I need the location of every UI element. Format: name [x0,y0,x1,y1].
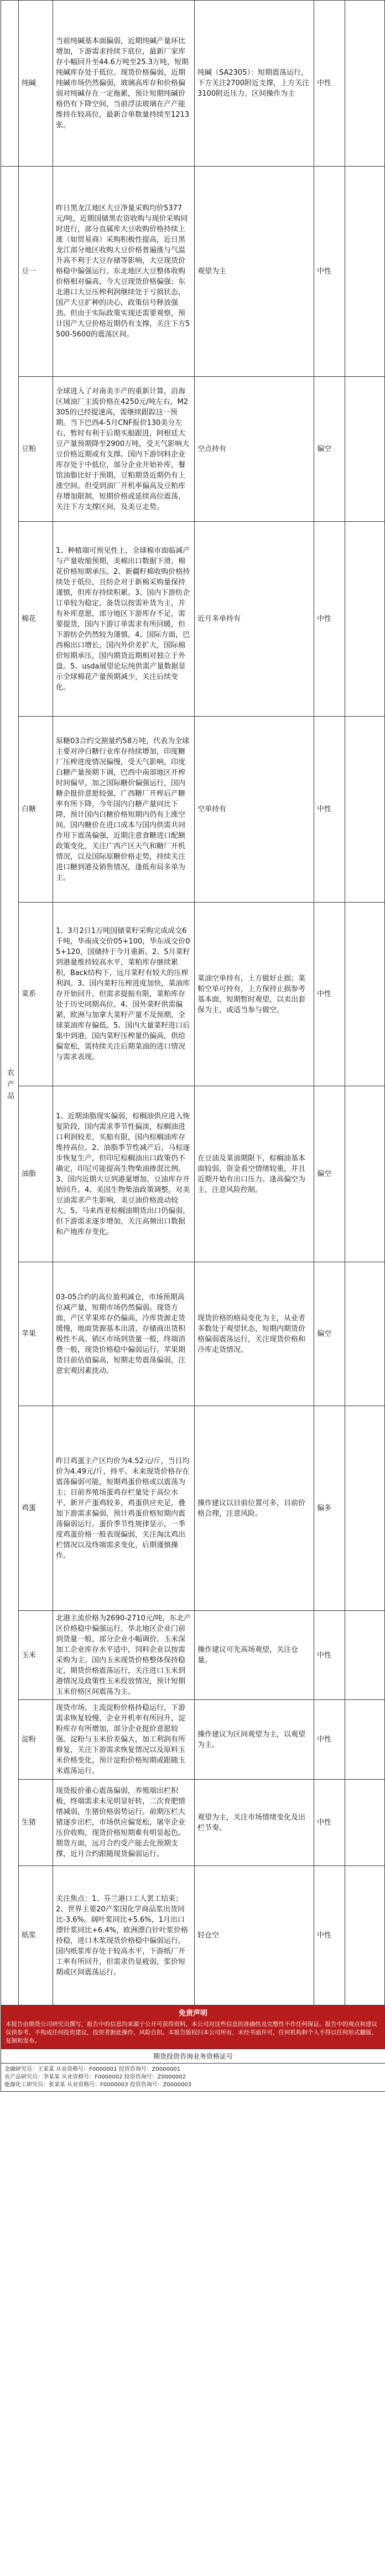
blank-cell [345,1,385,167]
view-label: 中性 [314,167,345,377]
footer [1,2005,385,2092]
table-row [1,903,385,1086]
blank-cell [345,1406,385,1611]
table-row [1,1780,385,1866]
strategy-text: 纯碱（SA2305）：短期震荡运行，下方关注2700附近支撑，上方关注3100附近压力。区间操作为主 [195,1,314,167]
commodity-name: 苹果 [19,1262,53,1406]
table-row [1,1866,385,2005]
view-label: 中性 [314,1866,345,2005]
blank-cell [345,1611,385,1700]
commodity-name: 玉米 [19,1611,53,1700]
analysis-text: 03-05合约的高位盈利减仓，市场预期高位减产量，短期市场仍然偏弱。现货方面，产区苹果库存仍偏高，冷库货源走货缓慢，地面货源基本出清，存储商出货积极性不高。销区市场到货量一般，终端消费一般，现货价格稳中偏弱运行。苹果期货目前估值偏高，短期走势震荡偏弱，注意宏观因素扰动。 [53,1262,195,1406]
analysis-text: 当前纯碱基本面偏弱，近期纯碱产量环比增加，下游需求持续下底位，最新厂家库存小幅回升至44.6万吨至25.3万吨，短期纯碱库存处于低位。现货价格偏弱，近期纯碱市场仍然偏弱，玻璃高库存和价格偏弱对纯碱存在一定拖累，预计短期纯碱价格仍有下降空间，当前浮法玻璃在产产能维持在较高位，最新合单数量持续至1213张。 [53,1,195,167]
view-label: 偏空 [314,1262,345,1406]
strategy-text: 操作建议以目前位置可多，目前价格合理，注意风险。 [195,1406,314,1611]
staff-line: 金融研究员：王某某 从业资格号：F0000001 投资咨询号：Z0000001 [4,2066,181,2072]
view-label: 中性 [314,903,345,1086]
analysis-text: 1、近期油脂现实偏弱，棕榈油供应进入恢复阶段，国内需求季节性偏淡，棕榈油进口利润较差，买船有限，国内棕榈油库存维持高位。2、油脂季节性减产后，马棕逐步恢复生产，但印尼棕榈油出口政策仍不确定，印尼可能提高生物柴油掺混比例。3、国内近期大豆到港量增加，豆油库存开始回升。4、美国生物柴油政策调整，对美豆油需求产生影响，美豆油价格波动较大。5、马来西亚棕榈油期货出口仍偏弱，但下游需求逐步增加，关注高频出口数据和产地库存变化。 [53,1086,195,1262]
table-row [1,167,385,377]
commodity-name: 纸浆 [19,1866,53,2005]
blank-cell [345,1700,385,1780]
strategy-text: 空点持有 [195,377,314,522]
strategy-text: 操作建议为区间观望为主，以观望为主。 [195,1700,314,1780]
blank-cell [345,717,385,903]
table-row [1,1611,385,1700]
blank-cell [345,903,385,1086]
disclaimer-title: 免责声明 [1,2005,385,2019]
table-row [1,522,385,717]
strategy-text: 观望为主，关注市场情绪变化及出栏节奏。 [195,1780,314,1866]
strategy-text: 轻仓空 [195,1866,314,2005]
strategy-text: 在豆油及菜油期限下，棕榈油基本面较弱，资金看空情绪较重，并且近期开始有出口压力。逢高偏空为主，注意风险控制。 [195,1086,314,1262]
view-label: 中性 [314,1780,345,1866]
view-label: 偏多 [314,1406,345,1611]
analysis-text: 原糖03合约交割量约58万吨，代表为全球主要对冲白糖行业库存持续增加，印度糖厂压榨进度情况偏慢，受天气影响，印度白糖产量预期下调，巴西中南部地区开榨时间偏早，加之国际糖价偏强运行，国内糖企挺价意愿较强，广西糖厂开榨后产糖率有所下降，今年国内白糖产量同比下降，预计国内白糖价格短期内仍有上涨空间。国内糖价在进口成本与国内供需共同作用下震荡偏强，近期注意食糖进口配额政策变化，关注广西产区天气和糖厂开机情况，以及国际原糖价格走势，持续关注进口糖到港及销售情况，逢低布局多单为主。 [53,717,195,903]
commodity-name: 棉花 [19,522,53,717]
staff-line: 农产品研究员：李某某 从业资格号：F0000002 投资咨询号：Z0000002 [4,2074,186,2080]
table-row [1,1262,385,1406]
view-label: 中性 [314,717,345,903]
blank-cell [345,1780,385,1866]
strategy-text: 现货价格的格局变化为主，从业者多数处于观望状态，短期内期货价格偏弱震荡运行，关注现货价格和冷库走货情况。 [195,1262,314,1406]
strategy-text: 近月多单持有 [195,522,314,717]
commodity-name: 生猪 [19,1780,53,1866]
qualification-title: 期货投资咨询业务资格证号 [1,2049,385,2063]
view-label: 中性 [314,1611,345,1700]
commodity-table-body [1,1,385,2005]
analysis-text: 昨日黑龙江地区大豆净量采购均价5377元/吨，近期国储黑农资收购与现价采购同时进行，部分直属库大豆收购价格持续上涨（如贸易商）采购积极性提高，近日黑龙江部分地区收购大豆价格普遍涨与气温升高不利于大豆存储等影响，大豆现货价格稳中偏强运行。东北地区大豆整体收购价格相对偏高，今大豆现货价格偏强；东北港口大豆压榨利润继续处于亏损状态，国产大豆扩种的决心，政策信号释放强劲。但由于实际政策实现还需要观察，预计国产大豆价格近期仍有支撑，关注下方5500-5600的震荡区间。 [53,167,195,377]
table-row [1,377,385,522]
table-row [1,717,385,903]
blank-cell [345,377,385,522]
strategy-text: 操作建议可先高场观望，关注仓量。 [195,1611,314,1700]
table-row [1,1700,385,1780]
strategy-text: 空单持有 [195,717,314,903]
commodity-name: 鸡蛋 [19,1406,53,1611]
view-label: 偏空 [314,1086,345,1262]
view-label: 中性 [314,522,345,717]
table-row [1,1,385,167]
blank-cell [345,522,385,717]
analysis-text: 关注焦点：1、芬兰港口工人罢工结束；2、世界主要20产浆国化学商品浆出货同比-3.6%。阔叶浆同比+5.6%，1月出口漂针浆同比+6.4%，欧洲漂白针叶浆价格持稳，进口木浆现货价格稳中偏弱运行。国内纸浆库存处于较高水平，下游纸厂开工率有所回升，但需求仍显疲弱，浆价短期或区间震荡运行。 [53,1866,195,2005]
view-label: 偏空 [314,377,345,522]
analysis-text: 现货报价重心震荡偏弱，养殖端出栏积极，终端需求未见明显好转，二次育肥情绪减弱，生猪价格弱势运行。前期压栏大猪逐步出栏，市场供应偏宽松，屠宰企业压价收购，现货价格短期难有明显起色。期货方面，远月合约受产能去化预期支撑，近月合约跟随现货偏弱运行。 [53,1780,195,1866]
commodity-name: 豆粕 [19,377,53,522]
disclaimer-body: 本报告由期货公司研究员撰写，报告中的信息均来源于公开可获得资料，本公司对这些信息的准确性及完整性不作任何保证。报告中的观点和建议仅供参考，不构成任何投资建议，投资者据此操作，风险自担。本报告版权归本公司所有，未经书面许可，任何机构和个人不得以任何形式翻版、复制和发布。 [1,2019,385,2049]
analysis-text: 北港主流价格为2690-2710元/吨，东北产区价格稳中偏强运行，华北地区企业门前到货量一般，部分企业小幅调价。玉米深加工企业库存水平适中，饲料企业以按需采购为主。国内玉米现货价格整体保持稳定，期货价格震荡运行，关注进口玉米到港情况及政策性玉米投放情况，预计短期玉米价格区间震荡为主。 [53,1611,195,1700]
commodity-name: 油脂 [19,1086,53,1262]
analysis-text: 昨日鸡蛋主产区均价为4.52元/斤，当日均价为4.49元/斤，持平。未来现货价格存在震荡偏弱可能，短期鸡蛋价格或以震荡为主；目前养殖场蛋鸡存栏量处于高位水平，新开产蛋鸡较多，鸡蛋供应充足，叠加下游需求偏弱，预计鸡蛋价格短期内震荡偏弱运行。蛋价季节性规律显示，一季度鸡蛋价格一般表现偏弱，关注淘汰鸡出栏情况以及终端需求变化，后期谨慎操作。 [53,1406,195,1611]
commodity-name: 纯碱 [19,1,53,167]
blank-cell [345,1866,385,2005]
staff-line: 能源化工研究员：张某某 从业资格号：F0000003 投资咨询号：Z0000003 [4,2082,192,2088]
commodity-name: 白糖 [19,717,53,903]
analysis-text: 1、3月2日1万吨国储菜籽采购完成成交6千吨，华南成交价05+100，华东成交价05+120，国储持于今月重新。2、5月菜籽到港量维持较高水平，菜粕库存继续累积，Back结构下，远月菜籽有较大的压榨利润。3、国内菜籽压榨进度加快，菜油库存开始回升，但需求提振有限，菜粕库存处于历史同期高位。4、国外菜籽供需偏紧，欧洲与加拿大菜籽产量不及预期，全球菜油库存偏低。5、国内大量菜籽进口后集中到港，国内菜籽压榨量仍偏高，供给偏宽松，需持续关注后期菜油的进口情况与需求表现。 [53,903,195,1086]
analysis-text: 现货市场，主流淀粉价格持稳运行，下游需求恢复较慢，企业开机率有所回升，淀粉库存有所增加，部分企业挺价意愿较强。淀粉与玉米价差偏大，加工利润有所修复，关注下游需求恢复情况以及原料玉米价格变化，预计淀粉价格短期或跟随玉米震荡运行。 [53,1700,195,1780]
view-label: 中性 [314,1,345,167]
blank-cell [345,167,385,377]
blank-cell [345,1086,385,1262]
commodity-name: 豆一 [19,167,53,377]
strategy-text: 观望为主 [195,167,314,377]
strategy-text: 菜油空单持有，上方做好止损；菜粕空单可持有，上方保持止损参考基本面，短期暂时观望，以卖出套保为主，或适当参与做空。 [195,903,314,1086]
table-row [1,1406,385,1611]
staff-list [1,2063,385,2091]
category-cell: 农产品 [1,167,19,2005]
commodity-table [1,0,385,2005]
category-cell [1,1,19,167]
table-row [1,1086,385,1262]
commodity-name: 淀粉 [19,1700,53,1780]
commodity-name: 菜系 [19,903,53,1086]
analysis-text: 1、种植端可预见性上，全球棉市面临减产与产量收缩预期，美棉出口数据下滑，棉花价格短期承压。2、新疆籽棉收购价格持续处于低位，且纺企对于新棉采购量保持谨慎，但库存持续积累。3、国内下游纺企订单较为稳定，备货以按需补货为主，并有补库意愿，部分地区下游库存不足，需要提货，国内下游订单需求有所回暖，但下游纺企仍然较为谨慎。4、国际方面，巴西棉出口增长，国内外价差扩大，国际棉价短期承压，国内期货近期相对独立于外盘。5、usda展望论坛纯供需产量数据显示全球棉花产量预期减少，关注后续变化。 [53,522,195,717]
blank-cell [345,1262,385,1406]
analysis-text: 全球进入了对南美丰产的重新计算，沿海区域油厂主流价格在4250元/吨左右，M2305的已经提速高，需继续跟踪这一预期。当下巴西4-5月CNF报价130美分左右，暂时有利于后期买船跟进，阿根廷大豆产量预期降至2900万吨，受天气影响大豆价格近期或有支撑。国内下游饲料企业库存处于中低位，部分企业开始补库，餐馆油脂比好于预期，豆粕期货近期仍有上涨空间。但受到油厂开机率偏高及豆粕库存增加限制，短期价格或延续高位震荡，关注下方支撑区间，及美豆走势。 [53,377,195,522]
view-label: 中性 [314,1700,345,1780]
